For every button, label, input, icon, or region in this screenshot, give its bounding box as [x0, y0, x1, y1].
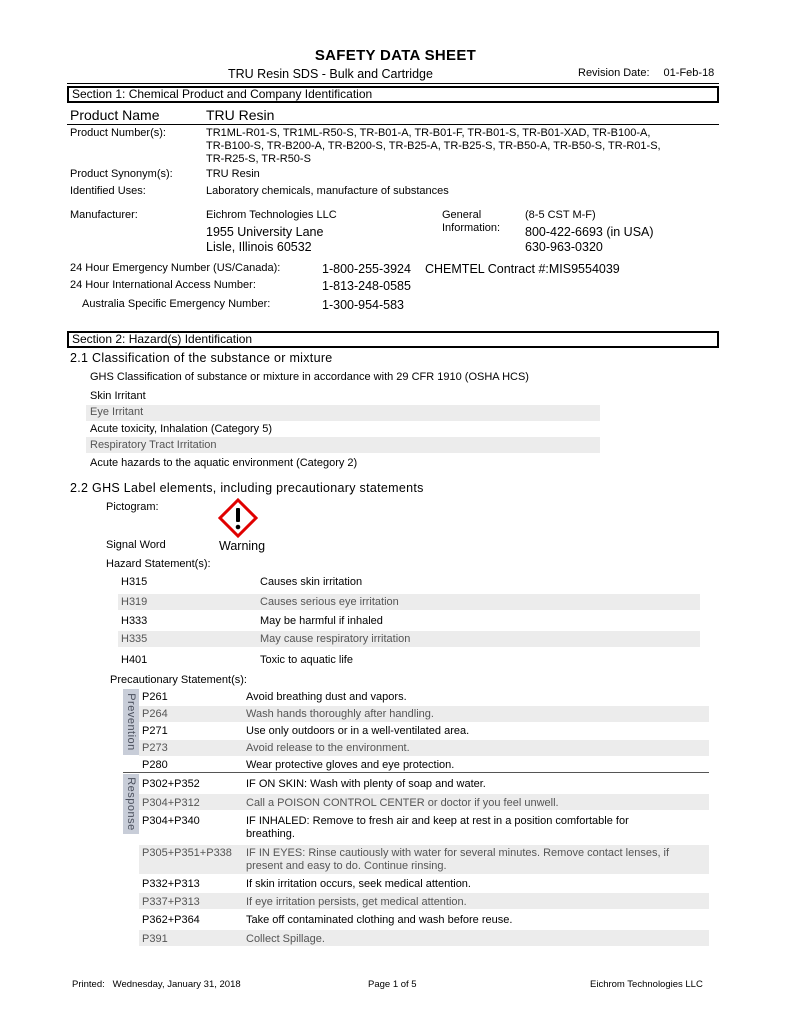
intl-number: 1-813-248-0585: [322, 279, 411, 293]
aus-number: 1-300-954-583: [322, 298, 405, 312]
synonym-value: TRU Resin: [206, 168, 260, 180]
product-numbers-line1: TR1ML-R01-S, TR1ML-R50-S, TR-B01-A, TR-B01-F, TR-B01-S, TR-B01-XAD, TR-B100-A,: [206, 127, 651, 139]
response-tab: Response: [123, 774, 139, 834]
product-numbers-line3: TR-R25-S, TR-R50-S: [206, 153, 311, 165]
hazard-code: H333: [121, 615, 148, 627]
product-numbers-line2: TR-B100-S, TR-B200-A, TR-B200-S, TR-B25-A, TR-B25-S, TR-B50-A, TR-B50-S, TR-R01-S,: [206, 140, 661, 152]
response-band: [139, 930, 709, 946]
product-name: TRU Resin: [206, 107, 275, 123]
response-code: P305+P351+P338: [142, 847, 232, 859]
response-code: P337+P313: [142, 896, 200, 908]
printed-info: [72, 979, 241, 990]
response-code: P391: [142, 933, 168, 945]
hazard-code: H335: [121, 633, 148, 645]
manufacturer-name: Eichrom Technologies LLC: [206, 209, 337, 221]
response-text: If skin irritation occurs, seek medical attention.: [246, 878, 471, 890]
response-text: If eye irritation persists, get medical attention.: [246, 896, 467, 908]
prevention-band: [139, 740, 709, 756]
general-hours: (8-5 CST M-F): [525, 209, 596, 221]
uses-value: Laboratory chemicals, manufacture of substances: [206, 185, 449, 197]
response-text-cont: breathing.: [246, 828, 295, 840]
response-text: IF ON SKIN: Wash with plenty of soap and water.: [246, 778, 486, 790]
response-code: P304+P340: [142, 815, 200, 827]
general-label-1: General: [442, 209, 482, 221]
uses-label: Identified Uses:: [70, 185, 146, 197]
manufacturer-label: Manufacturer:: [70, 209, 138, 221]
general-phone-1: 800-422-6693 (in USA): [525, 225, 654, 239]
prevention-code: P261: [142, 691, 168, 703]
prevention-text: Wash hands thoroughly after handling.: [246, 708, 434, 720]
hazard-text: Causes skin irritation: [260, 576, 363, 588]
classification-item: Acute toxicity, Inhalation (Category 5): [90, 423, 272, 435]
intl-label: 24 Hour International Access Number:: [70, 279, 256, 291]
prevention-code: P264: [142, 708, 168, 720]
subsection-2-1: 2.1 Classification of the substance or mixture: [70, 351, 333, 365]
classification-item: Acute hazards to the aquatic environment (Category 2): [90, 457, 358, 469]
subsection-2-2: 2.2 GHS Label elements, including precautionary statements: [70, 481, 424, 495]
aus-label: Australia Specific Emergency Number:: [82, 298, 271, 310]
emergency-contract: CHEMTEL Contract #:MIS9554039: [425, 262, 620, 276]
classification-item: Respiratory Tract Irritation: [90, 439, 217, 451]
prevention-text: Wear protective gloves and eye protection.: [246, 759, 455, 771]
prevention-code: P280: [142, 759, 168, 771]
prevention-text: Use only outdoors or in a well-ventilated area.: [246, 725, 470, 737]
manufacturer-address2: Lisle, Illinois 60532: [206, 240, 312, 254]
product-name-rule: [67, 124, 719, 125]
document-subtitle: TRU Resin SDS - Bulk and Cartridge: [228, 67, 433, 81]
prevention-code: P271: [142, 725, 168, 737]
response-code: P332+P313: [142, 878, 200, 890]
prevention-text: Avoid release to the environment.: [246, 742, 410, 754]
manufacturer-address1: 1955 University Lane: [206, 225, 324, 239]
synonym-label: Product Synonym(s):: [70, 168, 173, 180]
response-text: Take off contaminated clothing and wash before reuse.: [246, 914, 513, 926]
hazard-text: Toxic to aquatic life: [260, 654, 353, 666]
response-code: P362+P364: [142, 914, 200, 926]
response-text: Call a POISON CONTROL CENTER or doctor if you feel unwell.: [246, 797, 559, 809]
prevention-tab: Prevention: [123, 689, 139, 755]
response-text: IF INHALED: Remove to fresh air and keep at rest in a position comfortable for: [246, 815, 629, 827]
precautionary-statements-label: Precautionary Statement(s):: [110, 674, 247, 686]
signal-word: Warning: [219, 539, 266, 553]
pictogram-label: Pictogram:: [106, 501, 159, 513]
response-text: Collect Spillage.: [246, 933, 325, 945]
product-number-label: Product Number(s):: [70, 127, 166, 139]
emergency-label: 24 Hour Emergency Number (US/Canada):: [70, 262, 281, 274]
general-phone-2: 630-963-0320: [525, 240, 603, 254]
classification-item: Eye Irritant: [90, 406, 144, 418]
signal-word-label: Signal Word: [106, 539, 166, 551]
prevention-code: P273: [142, 742, 168, 754]
document-title: SAFETY DATA SHEET: [314, 47, 477, 64]
response-code: P302+P352: [142, 778, 200, 790]
exclamation-mark-icon: [218, 498, 258, 538]
revision-date: [578, 67, 714, 79]
hazard-code: H319: [121, 596, 148, 608]
ghs-classification-line: GHS Classification of substance or mixture in accordance with 29 CFR 1910 (OSHA HCS): [90, 371, 529, 383]
printed-label: Printed:: [72, 979, 105, 990]
section1-heading: Section 1: Chemical Product and Company Identification: [67, 86, 719, 103]
revision-value: 01-Feb-18: [663, 67, 715, 79]
footer-company: Eichrom Technologies LLC: [590, 979, 703, 990]
hazard-statements-label: Hazard Statement(s):: [106, 558, 211, 570]
revision-label: Revision Date:: [578, 67, 650, 79]
header-rule: [67, 83, 719, 84]
hazard-band: [118, 594, 700, 610]
printed-date: Wednesday, January 31, 2018: [112, 979, 241, 990]
product-name-label: Product Name: [70, 107, 160, 123]
classification-item: Skin Irritant: [90, 390, 146, 402]
response-text-cont: present and easy to do. Continue rinsing.: [246, 860, 447, 872]
hazard-text: May be harmful if inhaled: [260, 615, 383, 627]
hazard-code: H401: [121, 654, 148, 666]
page-number: Page 1 of 5: [368, 979, 417, 990]
hazard-code: H315: [121, 576, 148, 588]
prevention-text: Avoid breathing dust and vapors.: [246, 691, 407, 703]
classification-band: [86, 405, 600, 421]
prevention-response-divider: [123, 772, 709, 773]
hazard-text: May cause respiratory irritation: [260, 633, 411, 645]
emergency-number: 1-800-255-3924: [322, 262, 411, 276]
section2-heading: Section 2: Hazard(s) Identification: [67, 331, 719, 348]
general-label-2: Information:: [442, 222, 501, 234]
response-text: IF IN EYES: Rinse cautiously with water for several minutes. Remove contact lenses, if: [246, 847, 670, 859]
response-code: P304+P312: [142, 797, 200, 809]
hazard-text: Causes serious eye irritation: [260, 596, 399, 608]
